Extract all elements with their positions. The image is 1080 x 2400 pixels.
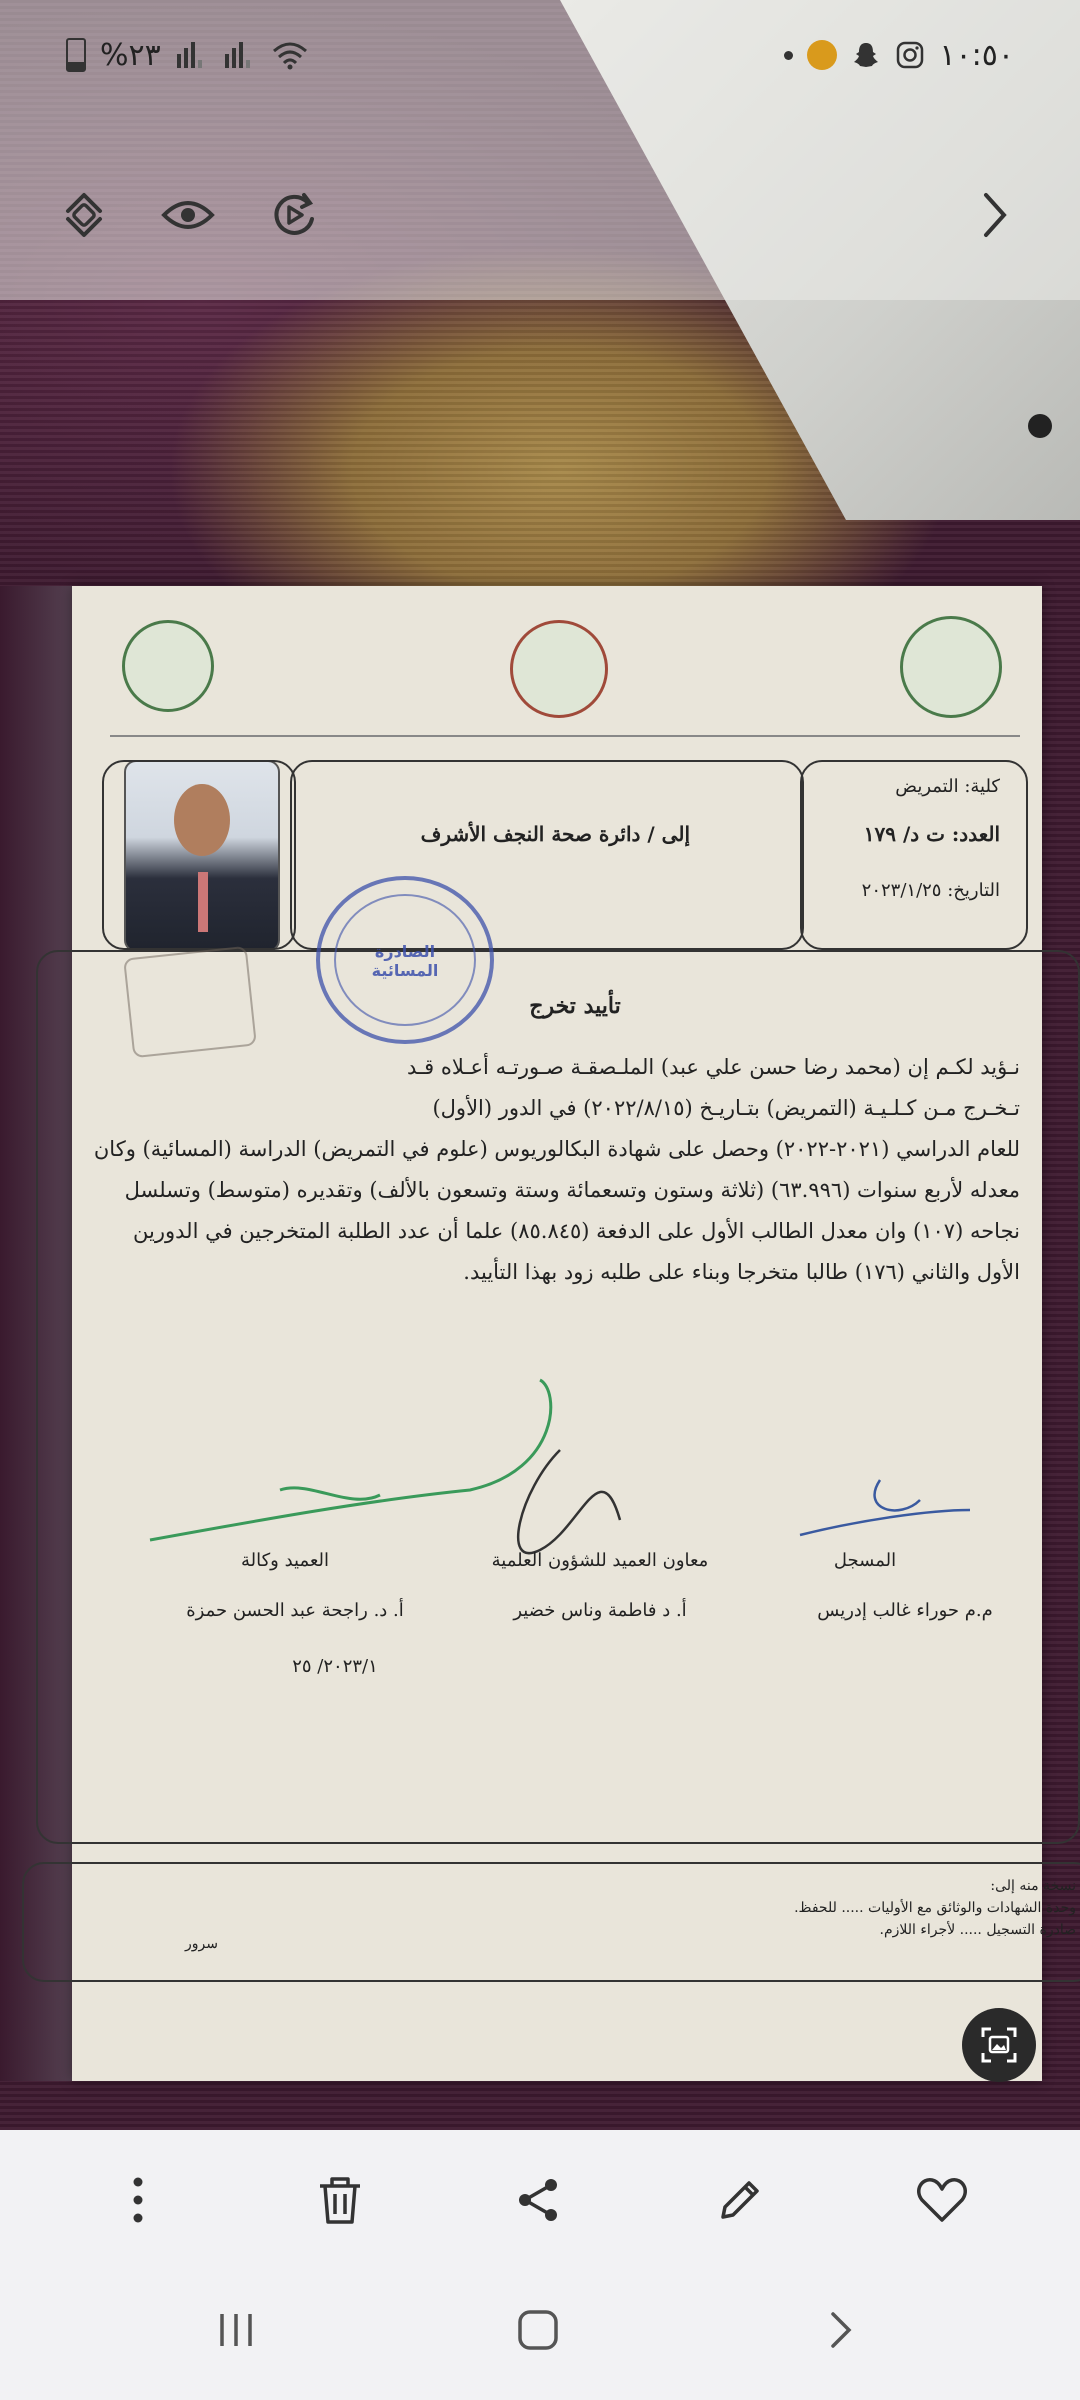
sig-role-dean: العميد وكالة: [240, 1550, 330, 1571]
body-line-4: معدله لأربع سنوات (٦٣.٩٩٦) (ثلاثة وستون وتسعمائة وستة وتسعون بالألف) وتقديره (متوسط) وتسلسل: [124, 1178, 1020, 1202]
recents-button[interactable]: [206, 2300, 266, 2360]
share-icon: [514, 2176, 562, 2224]
box-date: التاريخ: ٢٠٢٣/١/٢٥: [861, 880, 1000, 901]
signature-assistant: [518, 1450, 620, 1553]
copy-to-line-2: صادرة التسجيل ..... لأجراء اللازم.: [879, 1922, 1076, 1938]
home-button[interactable]: [508, 2300, 568, 2360]
stamp-text: الصادرة المسائية: [371, 942, 439, 980]
nursing-college-logo: [122, 620, 214, 712]
chevron-right-icon: [974, 189, 1014, 241]
back-icon: [825, 2308, 855, 2352]
small-stamp: [123, 946, 257, 1058]
scan-image-icon: [979, 2025, 1019, 2065]
eye-icon: [160, 187, 216, 243]
app-icon: [807, 40, 837, 70]
body-line-6: الأول والثاني (١٧٦) طالبا متخرجا وبناء على طلبه زود بهذا التأييد.: [463, 1260, 1020, 1284]
next-button[interactable]: [964, 185, 1024, 245]
copy-to-title: نسخة منه إلى:: [990, 1878, 1076, 1894]
kufa-logo: [900, 616, 1002, 718]
battery-icon: [66, 38, 86, 72]
wifi-icon: [271, 40, 309, 70]
signal-icon: [175, 40, 209, 70]
sig-name-registrar: م.م حوراء غالب إدريس: [817, 1600, 993, 1621]
remaster-button[interactable]: [264, 185, 324, 245]
instagram-icon: [895, 40, 925, 70]
sig-role-registrar: المسجل: [833, 1550, 897, 1571]
header-divider: [110, 735, 1020, 737]
extract-text-button[interactable]: [962, 2008, 1036, 2082]
share-button[interactable]: [508, 2170, 568, 2230]
heart-icon: [916, 2176, 968, 2224]
more-options-button[interactable]: [108, 2170, 168, 2230]
favorite-button[interactable]: [912, 2170, 972, 2230]
doc-title: تأييد تخرج: [529, 993, 621, 1019]
paper-hole: [1028, 414, 1052, 438]
addressee: إلى / دائرة صحة النجف الأشرف: [420, 822, 690, 846]
sig-name-dean: أ. د. راجحة عبد الحسن حمزة: [186, 1600, 404, 1621]
sig-name-assistant: أ. د فاطمة وناس خضير: [513, 1600, 687, 1621]
footer-word: سرور: [185, 1936, 218, 1952]
stamp: [316, 876, 494, 1044]
university-logo: [510, 620, 608, 718]
body-line-1: نـؤيد لكـم إن (محمد رضا حسن علي عبد) الملـصقـة صـورتـه أعـلاه قـد: [406, 1055, 1020, 1079]
dot-icon: [784, 51, 793, 60]
back-button[interactable]: [810, 2300, 870, 2360]
signature-strokes: [140, 1370, 1000, 1570]
signature-dean: [150, 1380, 551, 1540]
photo-box: [102, 760, 296, 950]
more-icon: [132, 2174, 144, 2226]
view-button[interactable]: [158, 185, 218, 245]
body-line-2: تـخـرج مـن كـلـيـة (التمريض) بتـاريـخ (٢٠٢٢/٨/١٥) في الدور (الأول): [432, 1096, 1020, 1120]
status-right: [784, 30, 1014, 80]
edit-icon: [715, 2175, 765, 2225]
delete-button[interactable]: [310, 2170, 370, 2230]
time: ١٠:٥٠: [939, 37, 1014, 73]
rotate-button[interactable]: [54, 185, 114, 245]
signature-registrar: [800, 1480, 970, 1535]
video-edit-icon: [268, 189, 320, 241]
sign-date: ٢٠٢٣/١/ ٢٥: [292, 1656, 378, 1677]
box-college: كلية: التمريض: [895, 776, 1000, 797]
signal-icon-2: [223, 40, 257, 70]
sig-role-assistant: معاون العميد للشؤون العلمية: [491, 1550, 709, 1571]
snapchat-icon: [851, 40, 881, 70]
signature-dean-2: [280, 1488, 380, 1499]
box-number: العدد: ت د/ ١٧٩: [863, 822, 1000, 846]
trash-icon: [316, 2174, 364, 2226]
battery-text: %٢٣: [100, 37, 161, 73]
body-line-5: نجاحه (١٠٧) وان معدل الطالب الأول على الدفعة (٨٥.٨٤٥) علما أن عدد الطلبة المتخرجين في الدورين: [133, 1219, 1020, 1243]
home-icon: [516, 2308, 560, 2352]
edit-button[interactable]: [710, 2170, 770, 2230]
recents-icon: [216, 2310, 256, 2350]
rotate-icon: [58, 189, 110, 241]
status-left: [66, 30, 309, 80]
copy-to-line-1: وحدة الشهادات والوثائق مع الأوليات ..... للحفظ.: [794, 1900, 1076, 1916]
body-line-3: للعام الدراسي (٢٠٢١-٢٠٢٢) وحصل على شهادة البكالوريوس (علوم في التمريض) الدراسة (المسائية) وكان: [93, 1137, 1020, 1161]
